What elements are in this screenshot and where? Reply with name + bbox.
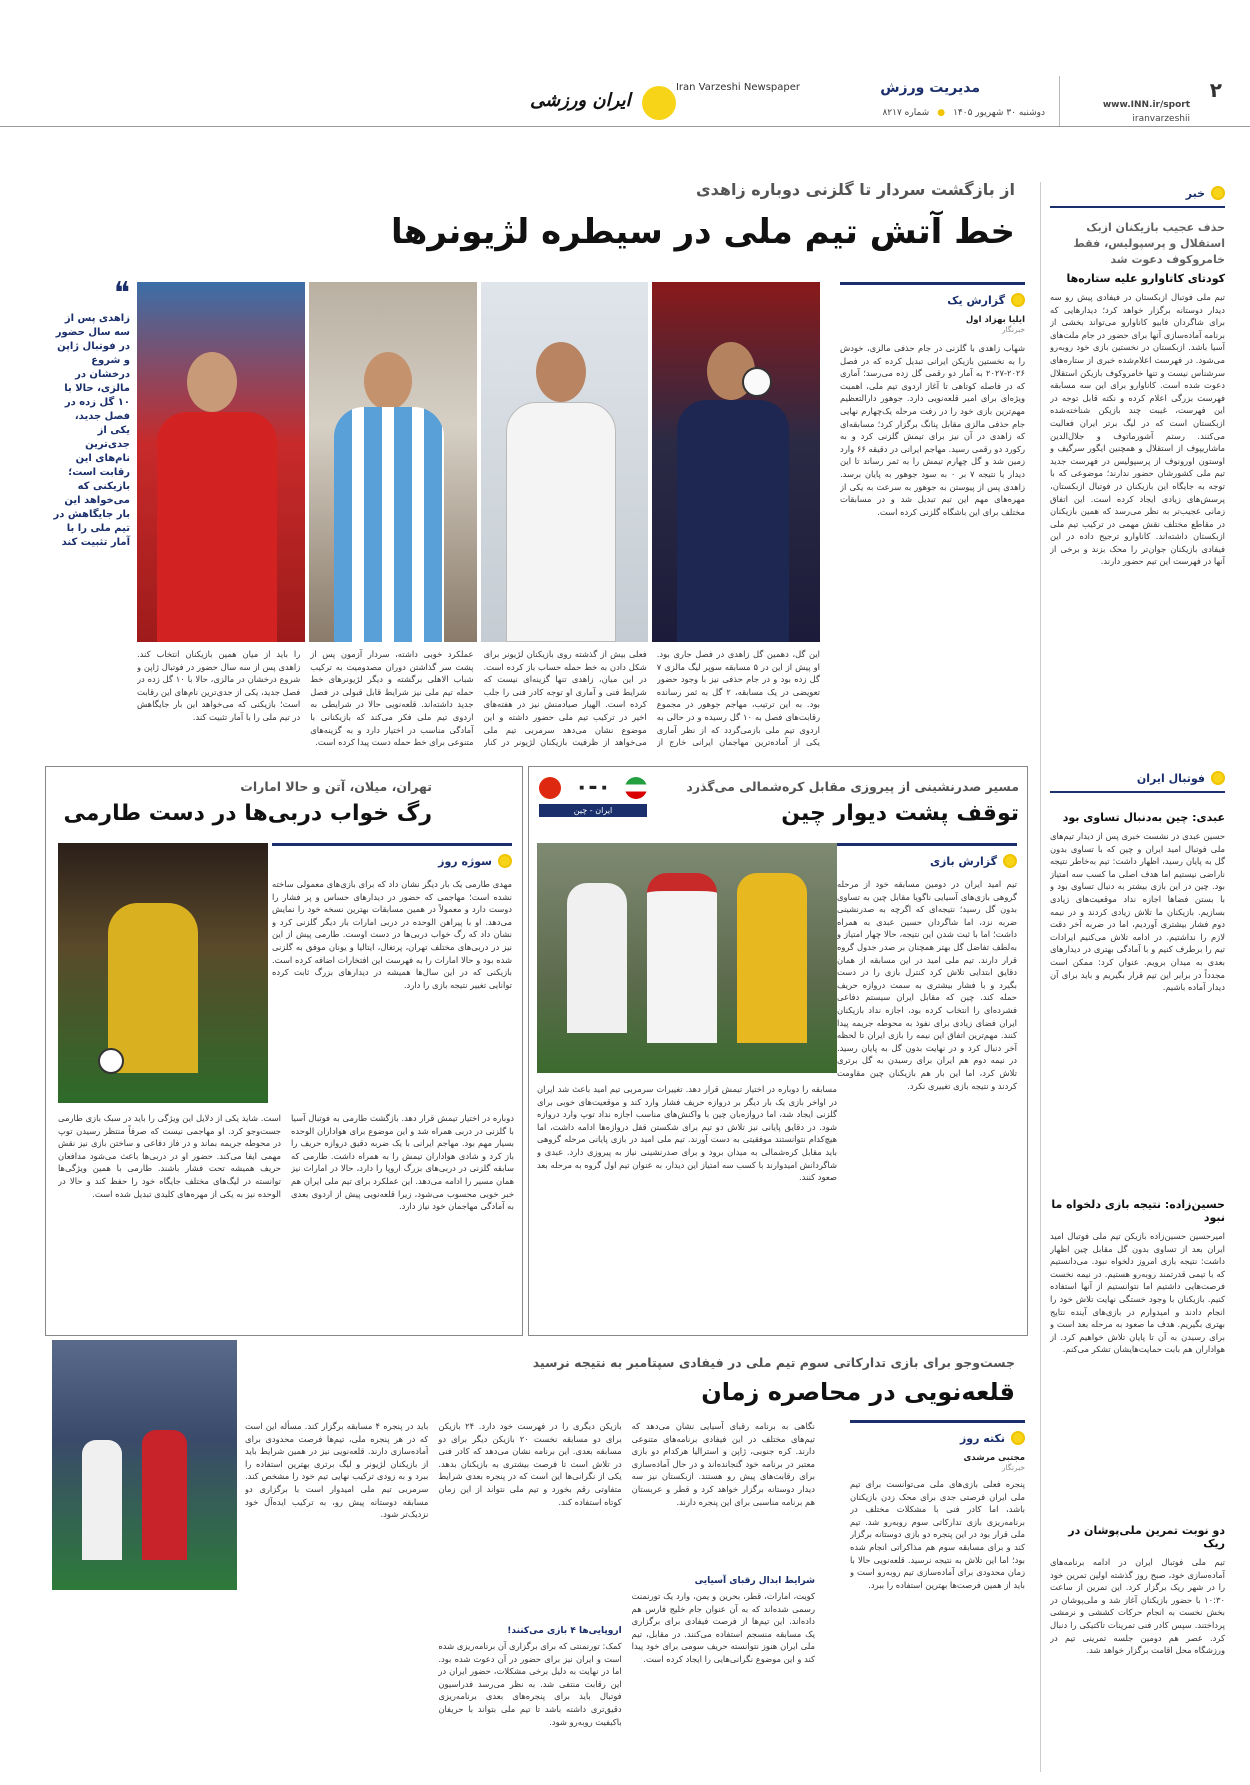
- fortress-author-role: خبرنگار: [1001, 1463, 1025, 1472]
- china-article: [528, 766, 1028, 1336]
- player-head-shape: [364, 352, 412, 410]
- main-col1: شهاب زاهدی با گلزنی در جام حذفی مالزی، خودش را به نخستین بازیکن ایرانی تبدیل کرده که در فصل ۲۰۲۶-۲۰۲۷ به آمار دو رقمی گل زده می‌رسد؛ آماری که در فاصله کوتاهی تا آغاز اردوی تیم ملی، اهمیت ویژه‌ای برای امیر قلعه‌نویی دارد. جوهور دارالتعظیم مهم‌ترین بازی خود را در رفت مرحله یک‌چهارم نهایی جام حذفی مالزی مقابل پنانگ برگزار کرد؛ مسابقه‌ای که زاهدی در آن نیز برای تیمش گلزنی کرد و به رکورد دو رقمی رسید. مهاجم ایرانی در دقیقه ۶۶ وارد زمین شد و گل چهارم تیمش را به ثمر رساند تا این دیدار با نتیجه ۷ بر ۰ به سود جوهور به پایان برسد. زاهدی پس از پیوستن به جوهور به سرعت به یکی از مهره‌های مهم این تیم تبدیل شد و در مسابقات مختلف برای این باشگاه گلزنی کرده است.: [840, 343, 1025, 517]
- header-rule: [0, 126, 1250, 127]
- player-kick-shape: [108, 903, 198, 1073]
- page-header: [0, 68, 1250, 130]
- main-tag: [840, 282, 1025, 642]
- sidebar-tag2-rule: [1050, 791, 1225, 793]
- main-col4: عملکرد خوبی داشته، سردار آزمون پس از پشت سر گذاشتن دوران مصدومیت به ترکیب شباب الاهلی برگشته و دیگر لژیونرهای خط حمله تیم ملی نیز شرایط قابل قبولی در فصل جدید داشته‌اند. قلعه‌نویی حالا در شرایطی به اردوی تیم ملی فکر می‌کند که بازیکنانی با آمادگی مناسب در اختیار دارد و به گزینه‌های متنوعی برای خط حمله دست پیدا کرده است.: [310, 649, 474, 748]
- ball-icon: [742, 367, 772, 397]
- player-photo-sayyadmanesh: [481, 282, 649, 642]
- derby-tag-box: [272, 850, 512, 872]
- fortress-col1: پنجره فعلی بازی‌های ملی می‌توانست برای تیم ملی ایران فرصتی جدی برای محک زدن بازیکنان باشد، اما کادر فنی با مشکلات مختلف در برنامه‌ریزی بازی تدارکاتی سوم روبه‌رو شد. تیم ملی قرار بود در این پنجره دو بازی دوستانه برگزار کند و برای مسابقه سوم هم مذاکراتی انجام شده بود؛ اما این تلاش به نتیجه نرسید. قلعه‌نویی حالا با زمان محدودی برای آماده‌سازی تیم روبه‌رو است و باید از همین فرصت‌ها بهترین استفاده را ببرد.: [850, 1479, 1025, 1590]
- derby-tag-rule: [272, 843, 512, 846]
- score-row: [539, 775, 647, 800]
- main-tag-box: [840, 289, 1025, 311]
- sidebar: [1050, 182, 1225, 1772]
- sidebar-divider: [1040, 182, 1041, 1772]
- fortress-subhead2: اروپایی‌ها ۴ بازی می‌کنند!: [507, 1626, 622, 1636]
- main-tag-rule: [840, 282, 1025, 285]
- logo-sun-icon: [642, 86, 676, 120]
- fortress-subhead1: شرایط ابدال رقبای آسیایی: [694, 1576, 815, 1586]
- iran-flag-icon: [625, 777, 647, 799]
- derby-tag: [272, 843, 512, 1078]
- main-col3: فعلی بیش از گذشته روی بازیکنان لژیونر برای شکل دادن به خط حمله حساب باز کرده است. در این میان، زاهدی تنها گزینه‌ای نیست که شرایط فنی و آماری او توجه کادر فنی را جلب کرده است. الهیار صیادمنش نیز در هفته‌های اخیر در ترکیب تیم ملی حضور داشته و این موضوع نشان می‌دهد سرمربی تیم ملی می‌خواهد از ظرفیت بازیکنان لژیونر در کنار: [483, 649, 647, 748]
- sidebar-tag2-label: فوتبال ایران: [1136, 771, 1205, 785]
- derby-columns: [58, 1112, 514, 1327]
- site-url[interactable]: www.INN.ir/sport: [1102, 100, 1190, 110]
- sidebar-mid-headline: عبدی: چین به‌دنبال تساوی بود: [1062, 811, 1225, 824]
- main-author: ایلیا بهزاد اول: [965, 315, 1025, 325]
- sidebar-top-body: تیم ملی فوتبال ازبکستان در فیفادی پیش رو سه دیدار دوستانه برگزار خواهد کرد؛ دیدارهایی که برای شاگردان فابیو کاناوارو می‌تواند بخشی از برنامه آماده‌سازی آنها برای حضور در جام ملت‌های آسیا باشد. ازبکستان در نخستین بازی خود روبه‌رو می‌شود. در فهرست اعلام‌شده خبری از ستاره‌های سرشناس نیست و تنها خامروکوف بازیکن استقلال دعوت شده است. کاناوارو برای این سه مسابقه فهرست بزرگی اعلام کرده و نکته قابل توجه در این فهرست، غیبت چند بازیکن شناخته‌شده ازبکستان است که در لیگ برتر ایران فعالیت می‌کنند. رستم آشورماتوف و جلال‌الدین ماشاریپوف از استقلال و همچنین ایگور سرگیف و اوستون اورونوف از پرسپولیس در فهرست جدید تیم ملی کشورشان حضور ندارند؛ موضوعی که با توجه به جایگاه این بازیکنان در فوتبال ازبکستان، پرسش‌های زیادی ایجاد کرده است. این اتفاق زمانی عجیب‌تر به نظر می‌رسد که همین بازیکنان در مقاطع مختلف نقش مهمی در ترکیب تیم ملی ازبکستان داشته‌اند. کاناوارو ترجیح داده در این فیفادی بازیکنان جوان‌تر را محک بزند و برخی از آنها در فهرست این تیم حضور دارند.: [1050, 292, 1225, 567]
- fortress-tag: [850, 1420, 1025, 1768]
- tag-dot-icon: [1211, 771, 1225, 785]
- section-title: مدیریت ورزش: [880, 80, 980, 96]
- score-value: ۰-۰: [575, 775, 611, 800]
- derby-tag-label: سوژه روز: [438, 854, 492, 868]
- tag-dot-icon: [1011, 1431, 1025, 1445]
- main-columns: [137, 648, 820, 748]
- player-yellow-shape: [737, 873, 807, 1043]
- player-shirt-red-shape: [647, 873, 717, 1043]
- pull-quote: [52, 276, 130, 550]
- derby-col3: است. شاید یکی از دلایل این ویژگی را باید در سبک بازی طارمی جست‌وجو کرد. او مهاجمی نیست که صرفاً منتظر رسیدن توپ در محوطه جریمه بماند و در فاز دفاعی و ساختن بازی نیز نقش مهمی ایفا می‌کند. حضور او در دربی‌ها باعث می‌شود مدافعان حریف همیشه تحت فشار باشند. طارمی با همین ویژگی‌ها توانسته در لیگ‌های مختلف جایگاه خود را حفظ کند و حالا در الوحده نیز به یکی از مهره‌های کلیدی تبدیل شده است.: [58, 1113, 281, 1199]
- issue-date: [882, 108, 1045, 118]
- fortress-col5: کمک: تورنمنتی که برای برگزاری آن برنامه‌ریزی شده است و ایران نیز برای حضور در آن دعوت شده بود. اما در نهایت به دلیل برخی مشکلات، حضور ایران در این رقابت منتفی شد. به نظر می‌رسد فدراسیون فوتبال باید برای پنجره‌های بعدی برنامه‌ریزی دقیق‌تری داشته باشد تا تیم ملی بتواند با حریفان باکیفیت روبه‌رو شود.: [438, 1641, 622, 1727]
- china-match-photo: [537, 843, 837, 1073]
- scoreboard: [539, 775, 647, 817]
- player-red-shape: [567, 883, 627, 1033]
- main-col5: را باید از میان همین بازیکنان انتخاب کند. زاهدی پس از سه سال حضور در فوتبال ژاپن و شروع درخشان در مالزی، حالا با ۱۰ گل زده در فصل جدید، یکی از جدی‌ترین نام‌های این رقابت است؛ بازیکنی که می‌خواهد این بار جایگاهش در تیم ملی را با آمار تثبیت کند.: [137, 649, 301, 722]
- china-tag-label: گزارش بازی: [929, 854, 997, 868]
- sidebar-tag-news: [1050, 182, 1225, 204]
- sidebar-mid-body: حسین عبدی در نشست خبری پس از دیدار تیم‌های ملی فوتبال امید ایران و چین که با تساوی بدون گل به پایان رسید، اظهار داشت: تیم به‌خاطر نتیجه ناراضی نیستیم اما هدف اصلی ما کسب سه امتیاز بود. چین در این بازی بیشتر به دنبال تساوی بود و با بستن فضاها اجازه نداد موقعیت‌های زیادی بسازیم. بازیکنان ما تلاش زیادی کردند و در نیمه دوم فشار بیشتری آوردیم، اما در ضربه آخر دقت لازم را نداشتیم. در ادامه تلاش می‌کنیم ایرادات تیم را برطرف کنیم و با آمادگی بهتری در دیدارهای بعدی به میدان برویم. عنوان کرد: ممکن است مجدداً در برابر این تیم قرار بگیریم و باید برای آن دیدار آماده باشیم.: [1050, 831, 1225, 993]
- stadium-photo: [52, 1340, 237, 1590]
- player-head-shape: [187, 352, 237, 412]
- tag-dot-icon: [1211, 186, 1225, 200]
- sidebar-bottom-headline: دو نوبت تمرین ملی‌پوشان در ریک: [1068, 1524, 1225, 1550]
- quote-text: زاهدی پس از سه سال حضور در فوتبال ژاپن و شروع درخشان در مالزی، حالا با ۱۰ گل زده در فصل جدید، یکی از جدی‌ترین نام‌های این رقابت است؛ بازیکنی که می‌خواهد این بار جایگاهش در تیم ملی را با آمار تثبیت کند: [53, 313, 130, 548]
- fortress-tag-box: [850, 1427, 1025, 1449]
- derby-article: [45, 766, 523, 1336]
- main-col2: این گل، دهمین گل زاهدی در فصل جاری بود. او پیش از این در ۵ مسابقه سوپر لیگ مالزی ۷ گل زده بود و در جام حذفی نیز با وجود حضور تعویضی در یک مسابقه، ۲ گل به ثمر رسانده بود. به این ترتیب، مهاجم جوهور در مجموع رقابت‌های فصل به ۱۰ گل رسیده و در حالی به اردوی تیم ملی بازمی‌گردد که از نظر آماری یکی از آماده‌ترین مهاجمان ایرانی خارج از: [656, 649, 820, 748]
- fortress-col6: باید در پنجره ۴ مسابقه برگزار کند. مسأله این است که در هر پنجره ملی، تیم‌ها فرصت محدودی برای آماده‌سازی دارند. قلعه‌نویی نیز در همین شرایط باید از بازیکنان لژیونر و لیگ برتری بهترین استفاده را ببرد و به زودی ترکیب نهایی تیم خود را مشخص کند. سرمربی تیم ملی امیدوار است با برگزاری دو مسابقه دوستانه پیش رو، به ترکیب ایده‌آل خود نزدیک‌تر شود.: [245, 1421, 429, 1520]
- sidebar-low-headline: حسین‌زاده: نتیجه بازی دلخواه ما نبود: [1051, 1198, 1225, 1224]
- fortress-kicker: جست‌وجو برای بازی تدارکاتی سوم تیم ملی در فیفادی سپتامبر به نتیجه نرسید: [532, 1355, 1015, 1370]
- sidebar-tag-rule: [1050, 206, 1225, 208]
- china-tag-rule: [837, 843, 1017, 846]
- ball-icon: [98, 1048, 124, 1074]
- china-col1: تیم امید ایران در دومین مسابقه خود از مرحله گروهی بازی‌های آسیایی ناگویا مقابل چین به تساوی بدون گل رسید؛ نتیجه‌ای که اگرچه به صدرنشینی ضربه نزد، اما شاگردان حسین عبدی به همراه داشت؛ اما با ثبت شدن این نتیجه، حالا چهار امتیاز و به‌لطف تفاضل گل بهتر همچنان بر صدر جدول گروه قرار دارند. تیم ملی امید در این مسابقه از همان دقایق ابتدایی تلاش کرد کنترل بازی را در دست بگیرد و با فشار بیشتری به سمت دروازه حریف حمله کند. چین که مقابل ایران سیستم دفاعی فشرده‌ای را انتخاب کرده بود، اجازه نداد بازیکنان ایران فضای زیادی برای نفوذ به محوطه جریمه پیدا کنند. مهم‌ترین اتفاق این نیمه را بازی ایران تا لحظه آخر دنبال کرد و در نهایت بدون گل به پایان رسید. در نیمه دوم هم ایران برای رسیدن به گل برتری تلاش کرد، اما این بار هم بازیکنان چین مقاومت کردند و نتیجه بازی تغییری نکرد.: [837, 879, 1017, 1091]
- score-teams: ایران - چین: [539, 804, 647, 817]
- china-tag: [837, 843, 1017, 1318]
- derby-kicker: تهران، میلان، آتن و حالا امارات: [240, 779, 432, 794]
- fortress-author: مجتبی مرشدی: [963, 1453, 1025, 1463]
- fortress-col3: کویت، امارات، قطر، بحرین و یمن، وارد یک تورنمنت رسمی شده‌اند که به آن عنوان جام خلیج فارس هم داده‌اند. این تیم‌ها از فرصت فیفادی برای برگزاری یک مسابقه منسجم استفاده می‌کنند. در مقابل، تیم ملی ایران هنوز نتوانسته حریف سومی برای خود پیدا کند و این موضوع نگرانی‌هایی را ایجاد کرده است.: [631, 1591, 815, 1664]
- sidebar-top-headline: کودتای کاتاوارو علیه ستاره‌ها: [1066, 272, 1225, 285]
- derby-headline: رگ خواب دربی‌ها در دست طارمی: [63, 801, 432, 826]
- fortress-upper-cols: [245, 1420, 815, 1780]
- social-handle[interactable]: iranvarzeshii: [1132, 114, 1190, 124]
- china-col2: مسابقه را دوباره در اختیار تیمش قرار دهد. تغییرات سرمربی تیم امید باعث شد ایران در اواخر بازی یک بار دیگر بر دروازه حریف فشار وارد کند و موقعیت‌های خوبی برای گلزنی ایجاد شد، اما دروازه‌بان چین با واکنش‌های مناسب اجازه نداد توپ وارد دروازه شود. در دقایق پایانی نیز تلاش دو تیم برای شکستن قفل دروازه‌ها ادامه داشت، اما هیچ‌کدام نتوانستند موفقیتی به دست آورند. تیم ملی امید در بازی پایانی مرحله گروهی باید مقابل کره‌شمالی به میدان برود و برای صدرنشینی نیاز به پیروزی دارد. عبدی و شاگردانش امیدوارند با کسب سه امتیاز این دیدار، به عنوان تیم اول گروه به مرحله بعد صعود کنند.: [537, 1084, 837, 1183]
- photo-strip: [137, 282, 820, 642]
- quote-icon: ❝: [113, 276, 130, 311]
- china-tag-box: [837, 850, 1017, 872]
- sidebar-bottom-body: تیم ملی فوتبال ایران در ادامه برنامه‌های آماده‌سازی خود، صبح روز گذشته اولین تمرین خود را در شهر ریک برگزار کرد. این تمرین از ساعت ۱۰:۳۰ با حضور بازیکنان آغاز شد و ملی‌پوشان در بخش نخست به انجام حرکات کششی و نرمشی پرداختند. سپس کادر فنی تمرینات تاکتیکی را دنبال کرد. عصر هم دومین جلسه تمرینی تیم در ورزشگاه محل اقامت برگزار خواهد شد.: [1050, 1557, 1225, 1656]
- fortress-tag-rule: [850, 1420, 1025, 1423]
- jersey-shape: [157, 412, 277, 642]
- fortress-colgroup-b: [438, 1420, 621, 1780]
- player-red-shape: [142, 1430, 187, 1560]
- jersey-shape: [334, 407, 444, 642]
- sidebar-low-body: امیرحسین حسین‌زاده بازیکن تیم ملی فوتبال امید ایران بعد از تساوی بدون گل مقابل چین اظهار داشت: نتیجه بازی امروز دلخواه نبود. می‌دانستیم که با تیمی قدرتمند روبه‌رو هستیم. در نیمه نخست فرصت‌هایی داشتیم اما نتوانستیم از آنها استفاده کنیم. بازیکنان با وجود خستگی نهایت تلاش خود را انجام دادند و امیدوارم در بازی‌های آینده نتایج بهتری بگیریم. هدف ما صعود به مرحله بعد است و برای رسیدن به آن تا پایان تلاش خواهیم کرد. از هواداران هم بابت حمایت‌هایشان تشکر می‌کنم.: [1050, 1231, 1225, 1355]
- fortress-headline: قلعه‌نویی در محاصره زمان: [701, 1378, 1015, 1406]
- main-author-role: خبرنگار: [1001, 325, 1025, 334]
- page-number: ۲: [1209, 78, 1222, 102]
- logo-text: ایران ورزشی: [530, 90, 631, 111]
- jersey-shape: [677, 400, 789, 642]
- newspaper-en-name: Iran Varzeshi Newspaper: [675, 82, 800, 93]
- main-headline: خط آتش تیم ملی در سیطره لژیونرها: [391, 212, 1015, 252]
- sidebar-tag-iran-football: [1050, 767, 1225, 789]
- tag-dot-icon: [1011, 293, 1025, 307]
- jersey-shape: [506, 402, 616, 642]
- china-kicker: مسیر صدرنشینی از پیروزی مقابل کره‌شمالی می‌گذرد: [686, 779, 1019, 794]
- header-divider-vertical: [1059, 76, 1060, 126]
- fortress-col4: بازیکن دیگری را در فهرست خود دارد. ۲۴ بازیکن برای دو مسابقه نخست ۲۰ بازیکن دیگر برای دو مسابقه بعدی. این برنامه نشان می‌دهد که کادر فنی در تلاش است تا فرصت بیشتری به بازیکنان بدهد. یکی از نگرانی‌ها این است که در پنجره بعدی شرایط متفاوتی رقم بخورد و تیم ملی نتواند از این زمان کوتاه استفاده کند.: [438, 1421, 622, 1507]
- player-photo-taremi: [309, 282, 477, 642]
- player-photo-azmoun: [137, 282, 305, 642]
- issue-number: شماره ۸۲۱۷: [882, 108, 930, 118]
- fortress-colgroup-a: [632, 1420, 815, 1780]
- tag-dot-icon: [498, 854, 512, 868]
- sidebar-top-subtitle: حذف عجیب بازیکنان ازبک استقلال و پرسپولیس، فقط خامروکوف دعوت شد: [1073, 221, 1225, 266]
- derby-col2: دوباره در اختیار تیمش قرار دهد. بازگشت طارمی به فوتبال آسیا با گلزنی در دربی همراه شد و این موضوع برای هواداران الوحده بسیار مهم بود. مهاجم ایرانی با یک ضربه دقیق دروازه حریف را باز کرد و شادی هواداران تیمش را به همراه داشت. طارمی که سابقه گلزنی در دربی‌های بزرگ اروپا را دارد، حالا در امارات نیز همان مسیر را ادامه می‌دهد. این عملکرد برای تیم ملی ایران هم خبر خوبی محسوب می‌شود، زیرا قلعه‌نویی پیش از اردوی بعدی به آمادگی مهاجمان خود نیاز دارد.: [291, 1113, 514, 1212]
- date-dot-icon: ●: [937, 108, 946, 118]
- main-kicker: از بازگشت سردار تا گلزنی دوباره زاهدی: [696, 180, 1015, 199]
- sidebar-tag-label: خبر: [1185, 186, 1205, 200]
- china-headline: توقف پشت دیوار چین: [781, 801, 1019, 826]
- tag-dot-icon: [1003, 854, 1017, 868]
- player-head-shape: [536, 342, 586, 402]
- player-white-shape: [82, 1440, 122, 1560]
- derby-col1: مهدی طارمی یک بار دیگر نشان داد که برای بازی‌های معمولی ساخته نشده است؛ مهاجمی که حضور در دیدارهای حساس و پر فشار را دوست دارد و معمولاً در همین مسابقات بهترین نسخه خود را نمایش می‌دهد. او با پیراهن الوحده در دربی امارات بار دیگر گلزنی کرد و نشان داد که رگ خواب دربی‌ها در دست اوست. طارمی پیش از این نیز در دربی‌های مختلف تهران، پرتغال، ایتالیا و یونان موفق به گلزنی شده بود و حالا امارات را به فهرست این افتخارات اضافه کرده است. بازیکنی که در این سال‌ها همیشه در دیدارهای بزرگ ثابت کرده توانایی تغییر نتیجه بازی را دارد.: [272, 879, 512, 990]
- player-photo-zahedi: [652, 282, 820, 642]
- fortress-col2: نگاهی به برنامه رقبای آسیایی نشان می‌دهد که تیم‌های مختلف در این فیفادی برنامه‌های متنوعی دارند. کره جنوبی، ژاپن و استرالیا هرکدام دو بازی معتبر در برنامه خود گنجانده‌اند و در حال آماده‌سازی برای رقابت‌های پیش رو هستند. ازبکستان نیز سه دیدار دوستانه برگزار خواهد کرد و قطر و عربستان هم برنامه مناسبی برای این پنجره دارند.: [631, 1421, 815, 1507]
- date-text: دوشنبه ۳۰ شهریور ۱۴۰۵: [953, 108, 1045, 118]
- fortress-tag-label: نکته روز: [959, 1431, 1005, 1445]
- china-flag-icon: [539, 777, 561, 799]
- taremi-match-photo: [58, 843, 268, 1103]
- main-tag-label: گزارش یک: [947, 293, 1005, 307]
